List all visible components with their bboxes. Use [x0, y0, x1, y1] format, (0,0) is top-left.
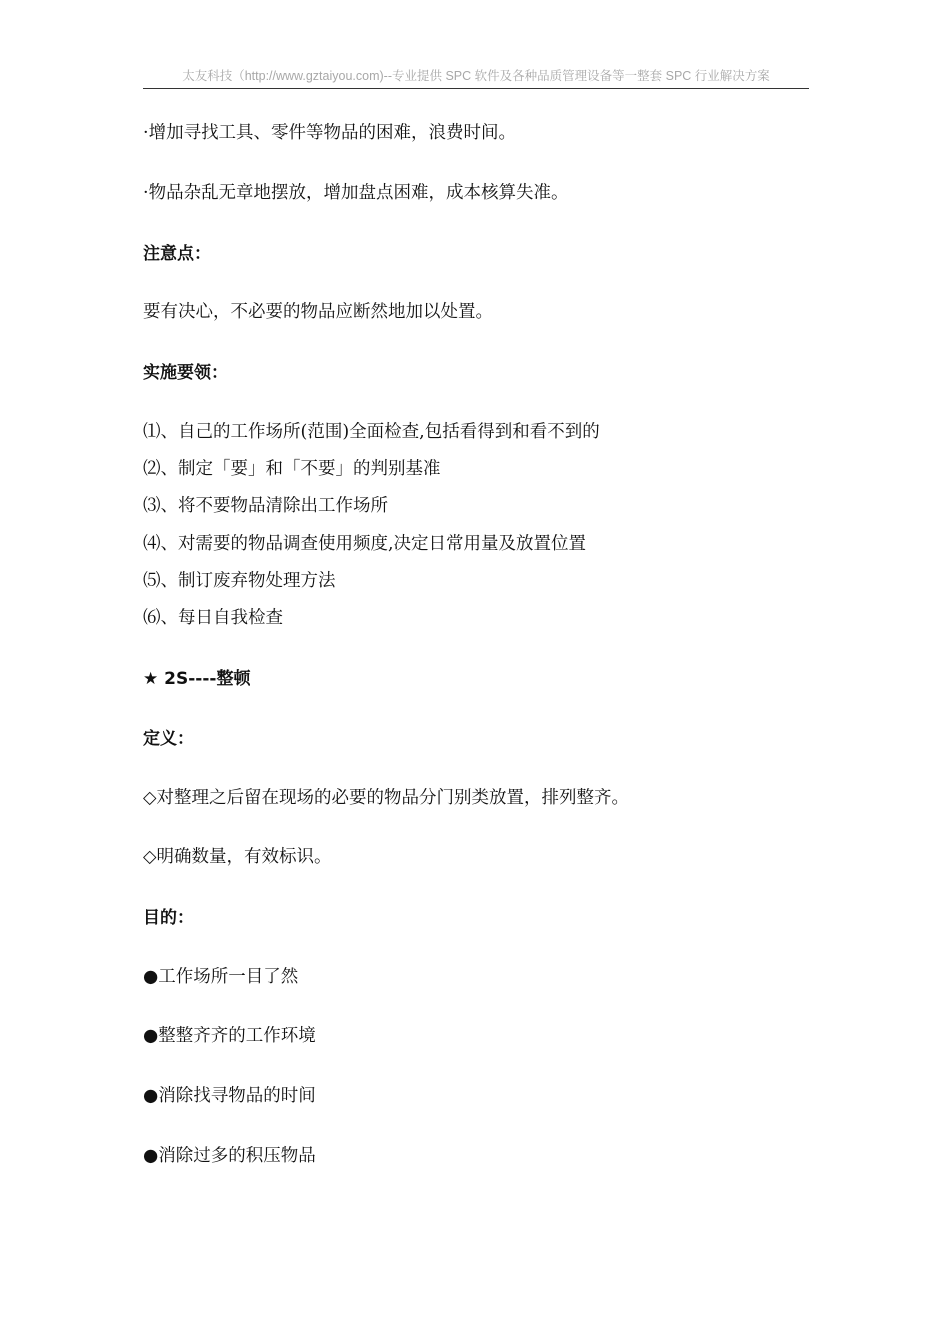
bullet-item: ·增加寻找工具、零件等物品的困难，浪费时间。	[143, 123, 517, 143]
purpose-heading: 目的：	[143, 908, 194, 928]
list-item: ⑵、制定「要」和「不要」的判别基准	[143, 459, 441, 479]
definition-heading: 定义：	[143, 729, 194, 749]
list-item: ⑹、每日自我检查	[143, 608, 283, 628]
notes-heading: 注意点：	[143, 244, 211, 264]
notes-text: 要有决心，不必要的物品应断然地加以处置。	[143, 302, 493, 322]
implementation-heading: 实施要领：	[143, 363, 228, 383]
purpose-item: ●整整齐齐的工作环境	[143, 1026, 316, 1046]
list-item: ⑴、自己的工作场所(范围)全面检查,包括看得到和看不到的	[143, 422, 600, 442]
section-2s-heading: ★ 2S----整顿	[143, 669, 251, 689]
purpose-item: ●消除找寻物品的时间	[143, 1086, 316, 1106]
header-divider	[143, 88, 809, 89]
list-item: ⑷、对需要的物品调查使用频度,决定日常用量及放置位置	[143, 534, 587, 554]
page-header: 太友科技（http://www.gztaiyou.com)--专业提供 SPC 软件及各种品质管理设备等一整套 SPC 行业解决方案	[182, 69, 770, 83]
definition-item: ◇明确数量，有效标识。	[143, 847, 332, 867]
purpose-item: ●消除过多的积压物品	[143, 1146, 316, 1166]
definition-item: ◇对整理之后留在现场的必要的物品分门别类放置，排列整齐。	[143, 788, 629, 808]
list-item: ⑸、制订废弃物处理方法	[143, 571, 336, 591]
list-item: ⑶、将不要物品清除出工作场所	[143, 496, 388, 516]
purpose-item: ●工作场所一目了然	[143, 967, 299, 987]
bullet-item: ·物品杂乱无章地摆放，增加盘点困难，成本核算失准。	[143, 183, 569, 203]
